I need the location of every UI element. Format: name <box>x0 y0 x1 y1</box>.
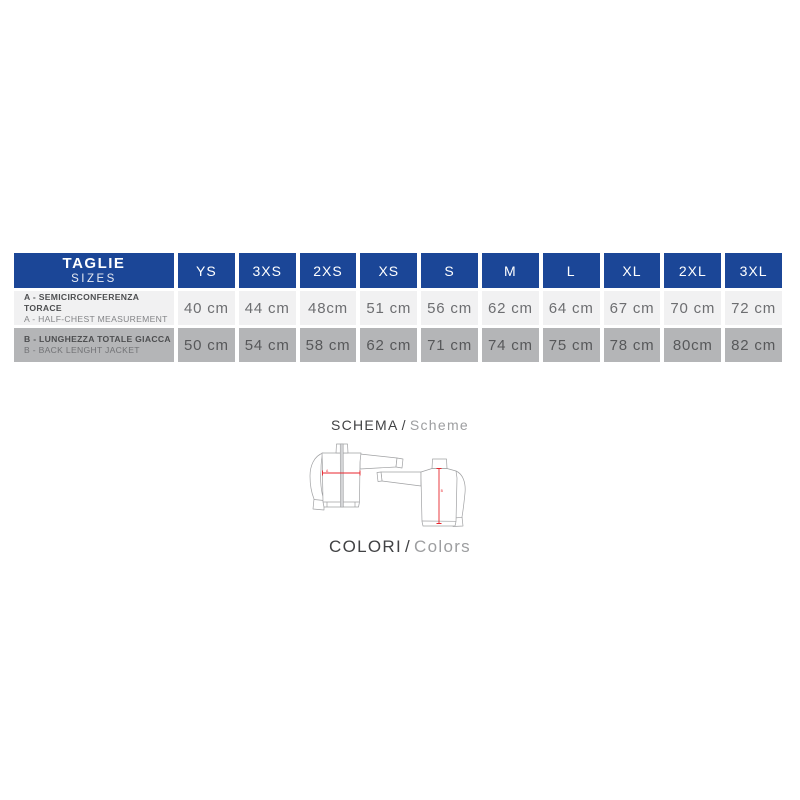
table-subtitle: SIZES <box>71 272 117 285</box>
measurement-cell: 70 cm <box>664 291 721 325</box>
schema-title-translation: Scheme <box>409 417 470 433</box>
size-column-header: 3XS <box>239 253 296 288</box>
measurement-cell: 64 cm <box>543 291 600 325</box>
heading-separator: / <box>401 417 407 433</box>
size-column-header: 3XL <box>725 253 782 288</box>
row-label-half-chest <box>14 291 174 325</box>
colors-heading <box>0 537 800 557</box>
row-label-italian: A - SEMICIRCONFERENZA TORACE <box>24 291 139 313</box>
jacket-measurement-diagram <box>300 438 490 538</box>
table-corner-header <box>14 253 174 288</box>
schema-title: SCHEMA <box>330 417 399 433</box>
colors-title-translation: Colors <box>414 537 471 556</box>
measurement-cell: 74 cm <box>482 328 539 362</box>
size-column-header: L <box>543 253 600 288</box>
measurement-cell: 72 cm <box>725 291 782 325</box>
measurement-cell: 62 cm <box>482 291 539 325</box>
row-label-back-length <box>14 328 174 362</box>
jacket-back-diagram <box>377 459 465 527</box>
colors-title: COLORI <box>329 537 402 556</box>
size-column-header: XS <box>360 253 417 288</box>
size-column-header: 2XL <box>664 253 721 288</box>
measurement-cell: 50 cm <box>178 328 235 362</box>
row-label-english: B - BACK LENGHT JACKET <box>24 345 140 355</box>
measurement-cell: 54 cm <box>239 328 296 362</box>
row-label-italian: B - LUNGHEZZA TOTALE GIACCA <box>24 334 171 344</box>
measurement-cell: 78 cm <box>604 328 661 362</box>
row-label-english: A - HALF-CHEST MEASUREMENT <box>24 313 168 324</box>
table-title: TAGLIE <box>62 255 126 273</box>
measurement-cell: 67 cm <box>604 291 661 325</box>
size-table <box>14 253 782 362</box>
measurement-cell: 80cm <box>664 328 721 362</box>
measurement-cell: 56 cm <box>421 291 478 325</box>
measurement-cell: 75 cm <box>543 328 600 362</box>
measure-a-label: A <box>326 468 329 473</box>
size-column-header: XL <box>604 253 661 288</box>
measurement-cell: 48cm <box>300 291 357 325</box>
size-column-header: YS <box>178 253 235 288</box>
measurement-cell: 71 cm <box>421 328 478 362</box>
measurement-cell: 62 cm <box>360 328 417 362</box>
schema-heading <box>0 417 800 433</box>
measurement-cell: 58 cm <box>300 328 357 362</box>
measure-b-label: B <box>440 489 443 493</box>
measurement-cell: 82 cm <box>725 328 782 362</box>
measurement-cell: 51 cm <box>360 291 417 325</box>
size-column-header: M <box>482 253 539 288</box>
heading-separator: / <box>405 537 412 556</box>
size-column-header: S <box>421 253 478 288</box>
measurement-cell: 44 cm <box>239 291 296 325</box>
size-column-header: 2XS <box>300 253 357 288</box>
measurement-cell: 40 cm <box>178 291 235 325</box>
